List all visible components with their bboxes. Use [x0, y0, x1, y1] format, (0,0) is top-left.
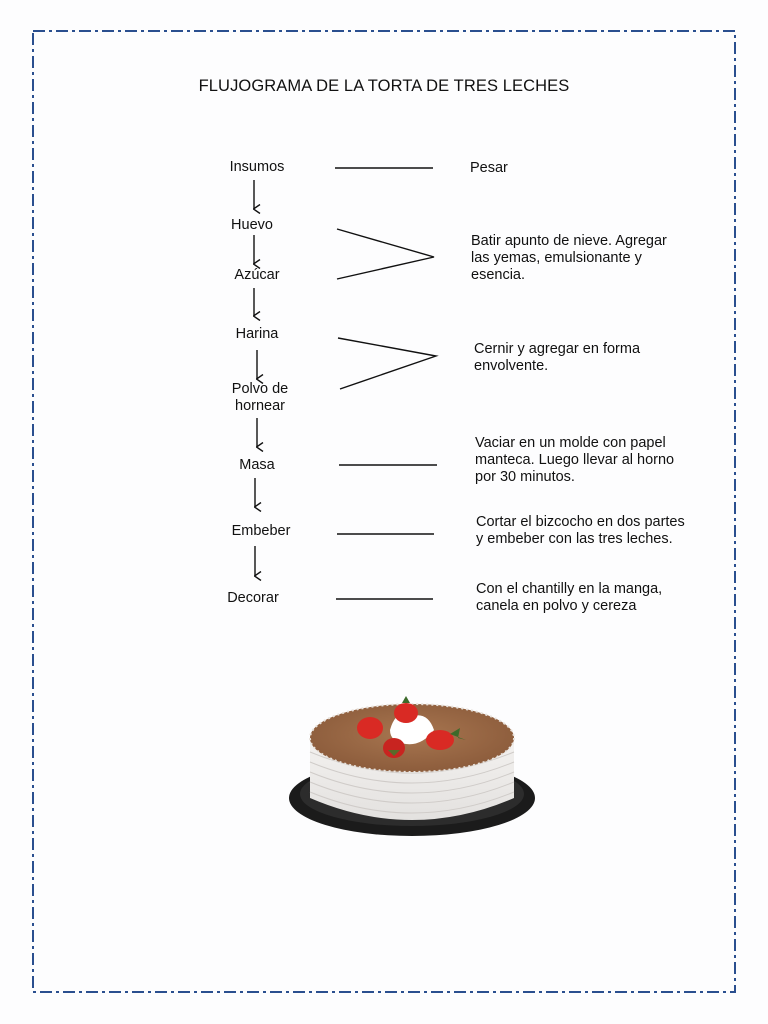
node-polvo-line1: Polvo de — [231, 381, 289, 397]
cake-photo — [288, 690, 538, 840]
strawberry-icon — [357, 717, 383, 739]
merge-connector — [337, 229, 434, 279]
step-cernir — [474, 341, 640, 375]
node-insumos: Insumos — [229, 159, 285, 175]
step-decorar — [476, 581, 662, 615]
strawberry-icon — [426, 730, 454, 750]
strawberry-icon — [394, 703, 418, 723]
step-text-line: Cortar el bizcocho en dos partes — [476, 514, 685, 530]
step-vaciar — [475, 435, 674, 486]
step-text-line: Cernir y agregar en forma — [474, 341, 641, 357]
step-text-line: Vaciar en un molde con papel — [475, 435, 666, 451]
node-decorar: Decorar — [227, 590, 279, 606]
step-text-line: esencia. — [471, 267, 526, 283]
step-text-line: por 30 minutos. — [475, 469, 575, 485]
page-title: FLUJOGRAMA DE LA TORTA DE TRES LECHES — [198, 77, 570, 95]
node-azucar: Azúcar — [234, 267, 280, 283]
step-text-line: Con el chantilly en la manga, — [476, 581, 663, 597]
node-huevo: Huevo — [231, 217, 273, 233]
step-text-line: Pesar — [470, 160, 508, 176]
step-text-line: Batir apunto de nieve. Agregar — [471, 233, 667, 249]
step-text-line: envolvente. — [474, 358, 549, 374]
node-masa: Masa — [239, 457, 275, 473]
step-batir — [471, 233, 667, 284]
step-pesar — [470, 160, 508, 177]
node-polvo-line2: hornear — [235, 398, 285, 414]
step-cortar — [476, 514, 685, 548]
step-text-line: y embeber con las tres leches. — [476, 531, 673, 547]
node-harina: Harina — [235, 326, 279, 342]
step-text-line: las yemas, emulsionante y — [471, 250, 642, 266]
node-embeber: Embeber — [231, 523, 291, 539]
step-text-line: canela en polvo y cereza — [476, 598, 637, 614]
step-text-line: manteca. Luego llevar al horno — [475, 452, 675, 468]
merge-connector — [338, 338, 436, 389]
